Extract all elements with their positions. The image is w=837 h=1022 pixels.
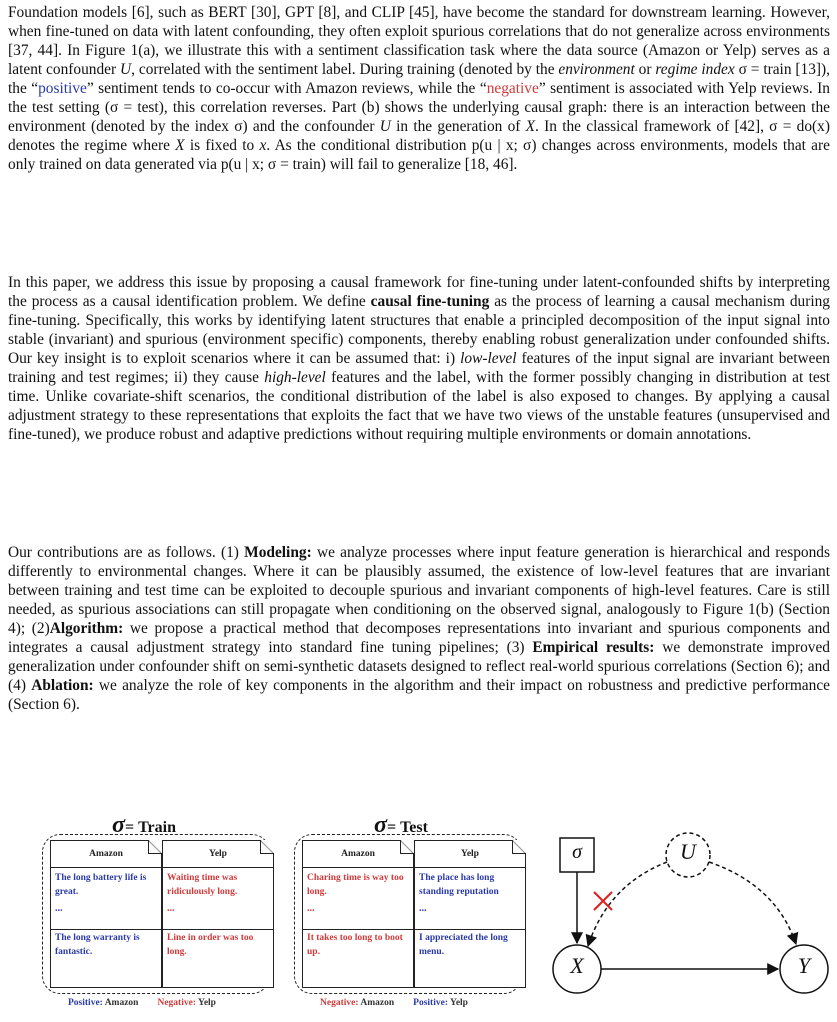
- test-label: Test: [400, 819, 428, 836]
- p1-text-a: Foundation models [6], such as BERT [30], GPT [8], and CLIP [45], have become the standard for downstream learning. However, when fine-tuned on data with latent confounding, they often exploit spurious correlations that do not generalize across environments [37, 44]. In Figure 1(a), we illustrate this with a sentiment classification task where the data source (Amazon or Yelp) serves as a latent confounder: [8, 4, 830, 79]
- U-node-label: U: [680, 839, 696, 864]
- sigma-node-label: σ: [572, 841, 582, 863]
- test-caption: [320, 998, 468, 1008]
- positive-label: Positive:: [413, 998, 448, 1008]
- p1-text-i: is fixed to: [184, 137, 260, 155]
- p2-text-c: features of the input signal are invariant between training and test regimes; ii) they cause: [8, 350, 830, 387]
- p3-text-b: we analyze processes where input feature generation is hierarchical and responds differently to environmental changes. Where it can be plausibly assumed, the existence of low-level features that are invariant between training and test time can be exploited to decouple spurious and invariant components of high-level features. Care is still needed, as spurious associations can still propagate when conditioning on the observed signal, analogously to Figure 1(b) (Section 4); (2): [8, 544, 830, 638]
- doc-divider: [303, 929, 413, 930]
- train-label: Train: [138, 819, 176, 836]
- environment-term: environment: [558, 61, 635, 79]
- positive-word: positive: [38, 80, 87, 98]
- p3-text-c: we propose a practical method that decomposes representations into invariant and spurious components and integrates a causal adjustment strategy into standard fine tuning pipelines; (3): [8, 620, 831, 657]
- math-X: X: [525, 118, 536, 136]
- train-amazon-doc: [50, 840, 162, 988]
- p1-text-f: ” sentiment is associated with Yelp reviews. In the test setting (σ = test), this correlation reverses. Part (b) shows the underlying causal graph: there is an interaction between the environment (denoted by the index σ) and the confounder: [8, 80, 830, 136]
- doc-source-label: Amazon: [89, 849, 123, 859]
- doc-divider: [415, 929, 525, 930]
- negative-value: Yelp: [198, 998, 216, 1008]
- p1-text-g: in the generation of: [390, 118, 526, 136]
- negative-label: Negative:: [320, 998, 359, 1008]
- p1-text-c: or: [634, 61, 656, 79]
- high-level-term: high-level: [264, 369, 326, 387]
- test-yelp-doc: [414, 840, 526, 988]
- positive-value: Yelp: [450, 998, 468, 1008]
- review-text: The place has long standing reputation: [419, 873, 499, 897]
- doc-source-label: Yelp: [209, 849, 227, 859]
- review-text: I appreciated the long menu.: [419, 933, 508, 957]
- modeling-label: Modeling:: [244, 544, 312, 561]
- negative-word: negative: [486, 80, 539, 98]
- p2-text-d: features and the label, with the former possibly changing in distribution at test time. Unlike covariate-shift scenarios, the conditional distribution of the label is also exposed to changes. By applying a causal adjustment strategy to these representations that exploits the fact that we have two views of the unstable features (unsupervised and fine-tuned), we produce robust and adaptive predictions without requiring multiple environments or domain annotations.: [8, 369, 830, 444]
- review-text: The long battery life is great.: [55, 873, 147, 897]
- negative-label: Negative:: [157, 998, 196, 1008]
- p1-text-j: . As the conditional distribution p(u | x; σ) changes across environments, models that are only trained on data generated via p(u | x; σ = train) will fail to generalize [18, 46].: [8, 137, 830, 174]
- doc-divider: [163, 867, 273, 868]
- p3-text-d: we demonstrate improved generalization under confounder shift on semi-synthetic datasets designed to reflect real-world spurious correlations (Section 6); and (4): [8, 639, 830, 695]
- doc-divider: [415, 867, 525, 868]
- empirical-results-label: Empirical results:: [532, 639, 655, 657]
- review-text: Waiting time was ridiculously long.: [167, 873, 238, 897]
- intro-paragraph-2: [8, 273, 830, 444]
- ellipsis: ...: [307, 903, 315, 914]
- test-amazon-doc: [302, 840, 414, 988]
- p1-text-d: σ = train [13]), the “: [8, 61, 831, 98]
- algorithm-label: Algorithm:: [49, 620, 124, 638]
- train-yelp-doc: [162, 840, 274, 988]
- causal-graph: [540, 800, 837, 1022]
- doc-divider: [51, 929, 161, 930]
- figure-1: [0, 800, 837, 1022]
- math-U: U: [379, 118, 391, 136]
- ellipsis: ...: [55, 903, 63, 914]
- p2-text-b: as the process of learning a causal mechanism during fine-tuning. Specifically, this works by identifying latent structures that enable a principled decomposition of the input signal into stable (invariant) and spurious (environment specific) components, thereby enabling robust generalization under confounded shifts. Our key insight is to exploit scenarios where it can be assumed that: i): [8, 293, 831, 368]
- sigma-symbol: σ: [112, 812, 125, 838]
- U-to-Y-arrow: [709, 862, 796, 944]
- cut-mark-icon: [594, 892, 612, 910]
- equals-sign: =: [386, 819, 401, 836]
- equals-sign: =: [124, 819, 139, 836]
- positive-label: Positive:: [68, 998, 103, 1008]
- review-text: The long warranty is fantastic.: [55, 933, 140, 957]
- positive-value: Amazon: [104, 998, 139, 1008]
- p3-text-a: Our contributions are as follows. (1): [8, 544, 245, 561]
- low-level-term: low-level: [460, 350, 517, 368]
- p1-text-e: ” sentiment tends to co-occur with Amazon reviews, while the “: [86, 80, 487, 98]
- math-x: x: [259, 137, 267, 155]
- review-text: It takes too long to boot up.: [307, 933, 403, 957]
- train-caption: [68, 998, 216, 1008]
- regime-index-term: regime index: [655, 61, 735, 79]
- p1-text-b: , correlated with the sentiment label. During training (denoted by the: [131, 61, 559, 79]
- negative-value: Amazon: [360, 998, 395, 1008]
- p2-text-a: In this paper, we address this issue by proposing a causal framework for fine-tuning under latent-confounded shifts by interpreting the process as a causal identification problem. We define: [8, 274, 830, 311]
- intro-paragraph-1: [8, 3, 830, 174]
- p1-text-h: . In the classical framework of [42], σ = do(x) denotes the regime where: [8, 118, 830, 155]
- p3-text-e: we analyze the role of key components in the algorithm and their impact on robustness and predictive performance (Section 6).: [8, 677, 830, 714]
- math-X: X: [175, 137, 185, 155]
- sigma-symbol: σ: [374, 812, 387, 838]
- causal-fine-tuning-term: causal fine-tuning: [370, 293, 490, 311]
- doc-divider: [163, 929, 273, 930]
- doc-divider: [303, 867, 413, 868]
- math-U: U: [120, 61, 132, 79]
- ablation-label: Ablation:: [31, 677, 94, 695]
- review-text: Charing time is way too long.: [307, 873, 404, 897]
- ellipsis: ...: [167, 903, 175, 914]
- Y-node-label: Y: [797, 953, 811, 978]
- doc-divider: [51, 867, 161, 868]
- ellipsis: ...: [419, 903, 427, 914]
- review-text: Line in order was too long.: [167, 933, 254, 957]
- contributions-paragraph: [8, 543, 830, 714]
- doc-source-label: Amazon: [341, 849, 375, 859]
- X-node-label: X: [570, 953, 584, 978]
- doc-source-label: Yelp: [461, 849, 479, 859]
